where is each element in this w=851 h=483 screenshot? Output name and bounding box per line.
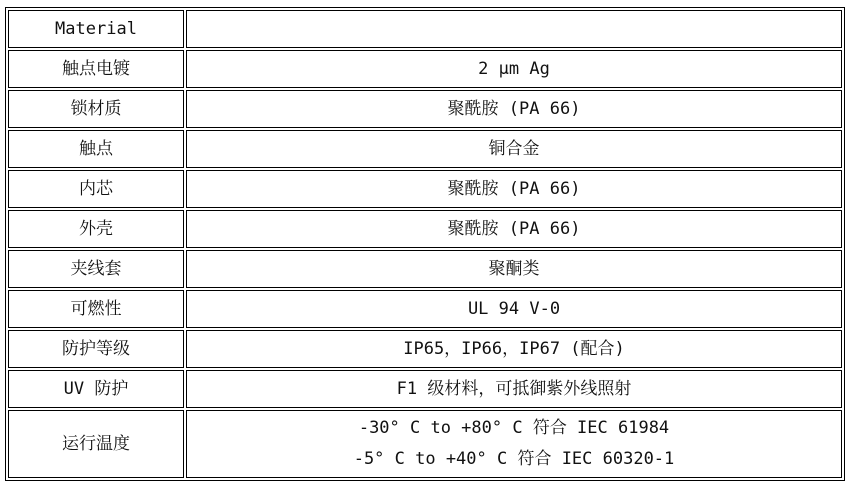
row-label-housing: 外壳: [8, 210, 184, 248]
table-row: [8, 250, 842, 288]
row-value-lock-material: 聚酰胺 (PA 66): [186, 90, 842, 128]
table-row: [8, 290, 842, 328]
row-value-protection-class: IP65，IP66，IP67 (配合): [186, 330, 842, 368]
row-value-contact: 铜合金: [186, 130, 842, 168]
table-row: [8, 10, 842, 48]
row-value-operating-temperature: [186, 410, 842, 478]
row-value-inner-core: 聚酰胺 (PA 66): [186, 170, 842, 208]
row-label-material: Material: [8, 10, 184, 48]
table-row: [8, 170, 842, 208]
row-label-inner-core: 内芯: [8, 170, 184, 208]
table-row: [8, 370, 842, 408]
row-value-uv-protection: F1 级材料，可抵御紫外线照射: [186, 370, 842, 408]
table-row: [8, 50, 842, 88]
row-value-housing: 聚酰胺 (PA 66): [186, 210, 842, 248]
row-value-material: [186, 10, 842, 48]
row-label-operating-temperature: 运行温度: [8, 410, 184, 478]
table-row: [8, 130, 842, 168]
row-value-contact-plating: 2 μm Ag: [186, 50, 842, 88]
row-label-uv-protection: UV 防护: [8, 370, 184, 408]
row-label-contact-plating: 触点电镀: [8, 50, 184, 88]
row-value-cable-clamp: 聚酮类: [186, 250, 842, 288]
table-row: [8, 210, 842, 248]
row-value-flammability: UL 94 V-0: [186, 290, 842, 328]
row-label-cable-clamp: 夹线套: [8, 250, 184, 288]
material-spec-table: [5, 7, 845, 481]
row-label-lock-material: 锁材质: [8, 90, 184, 128]
row-label-protection-class: 防护等级: [8, 330, 184, 368]
row-label-flammability: 可燃性: [8, 290, 184, 328]
table-row: [8, 90, 842, 128]
temperature-line-iec-61984: -30° C to +80° C 符合 IEC 61984: [358, 418, 670, 438]
row-label-contact: 触点: [8, 130, 184, 168]
table-row: [8, 410, 842, 478]
table-row: [8, 330, 842, 368]
temperature-line-iec-60320: -5° C to +40° C 符合 IEC 60320-1: [353, 449, 675, 469]
